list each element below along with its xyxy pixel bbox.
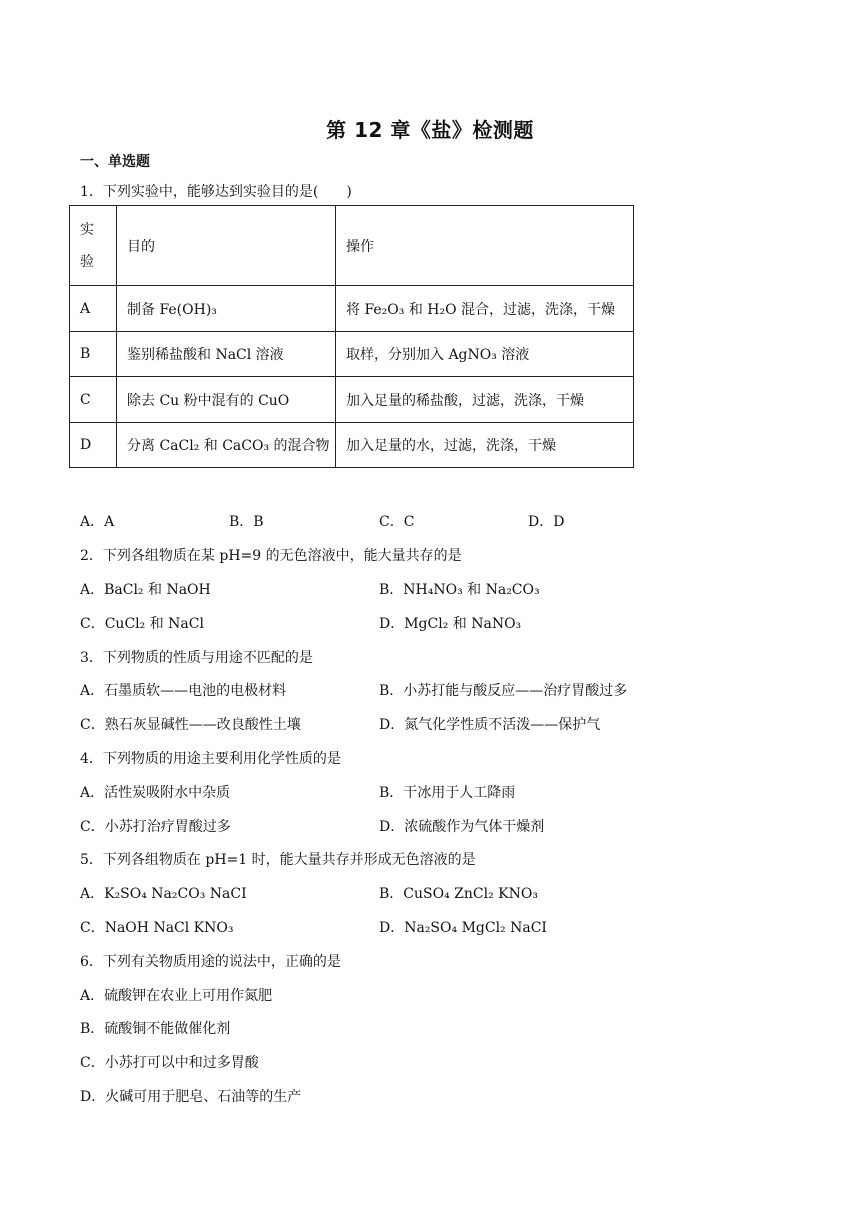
question-6-stem: 6．下列有关物质用途的说法中，正确的是 xyxy=(80,954,341,970)
q4-option-a: A．活性炭吸附水中杂质 xyxy=(80,785,231,801)
header-experiment xyxy=(70,206,117,286)
row-label: A xyxy=(70,286,117,332)
header-purpose: 目的 xyxy=(117,206,336,286)
section-heading: 一、单选题 xyxy=(80,154,150,170)
q2-option-d: D．MgCl₂ 和 NaNO₃ xyxy=(379,616,522,632)
q2-option-a: A．BaCl₂ 和 NaOH xyxy=(80,582,211,598)
q6-option-c: C．小苏打可以中和过多胃酸 xyxy=(80,1055,259,1071)
q6-option-b: B．硫酸铜不能做催化剂 xyxy=(80,1021,231,1037)
q4-option-d: D．浓硫酸作为气体干燥剂 xyxy=(379,819,545,835)
row-operation: 将 Fe₂O₃ 和 H₂O 混合，过滤，洗涤，干燥 xyxy=(336,286,634,332)
q1-option-d: D．D xyxy=(528,514,565,530)
row-operation: 加入足量的水，过滤，洗涤，干燥 xyxy=(336,423,634,468)
row-label: B xyxy=(70,332,117,377)
question-4-stem: 4．下列物质的用途主要利用化学性质的是 xyxy=(80,751,341,767)
question-5-stem: 5．下列各组物质在 pH=1 时，能大量共存并形成无色溶液的是 xyxy=(80,852,476,868)
row-purpose: 除去 Cu 粉中混有的 CuO xyxy=(117,377,336,423)
q3-option-c: C．熟石灰显碱性——改良酸性土壤 xyxy=(80,717,301,733)
q1-option-c: C．C xyxy=(379,514,415,530)
header-operation: 操作 xyxy=(336,206,634,286)
q2-option-b: B．NH₄NO₃ 和 Na₂CO₃ xyxy=(379,582,540,598)
table-row xyxy=(70,423,634,468)
row-operation: 加入足量的稀盐酸，过滤，洗涤，干燥 xyxy=(336,377,634,423)
question-2-stem: 2．下列各组物质在某 pH=9 的无色溶液中，能大量共存的是 xyxy=(80,548,462,564)
q3-option-b: B．小苏打能与酸反应——治疗胃酸过多 xyxy=(379,683,628,699)
row-purpose: 分离 CaCl₂ 和 CaCO₃ 的混合物 xyxy=(117,423,336,468)
q5-option-d: D．Na₂SO₄ MgCl₂ NaCI xyxy=(379,920,547,936)
q5-option-a: A．K₂SO₄ Na₂CO₃ NaCI xyxy=(80,886,247,902)
question-3-stem: 3．下列物质的性质与用途不匹配的是 xyxy=(80,650,313,666)
q3-option-d: D．氮气化学性质不活泼——保护气 xyxy=(379,717,601,733)
q2-option-c: C．CuCl₂ 和 NaCl xyxy=(80,616,204,632)
experiment-table xyxy=(69,205,634,468)
q5-option-b: B．CuSO₄ ZnCl₂ KNO₃ xyxy=(379,886,538,902)
row-label: C xyxy=(70,377,117,423)
q6-option-d: D．火碱可用于肥皂、石油等的生产 xyxy=(80,1089,302,1105)
q1-option-a: A．A xyxy=(80,514,115,530)
page-title: 第 12 章《盐》检测题 xyxy=(326,118,534,142)
row-purpose: 鉴别稀盐酸和 NaCl 溶液 xyxy=(117,332,336,377)
table-row xyxy=(70,286,634,332)
row-operation: 取样，分别加入 AgNO₃ 溶液 xyxy=(336,332,634,377)
row-purpose: 制备 Fe(OH)₃ xyxy=(117,286,336,332)
q4-option-b: B．干冰用于人工降雨 xyxy=(379,785,516,801)
header-experiment-line2: 验 xyxy=(80,253,94,270)
header-experiment-line1: 实 xyxy=(80,221,94,238)
q6-option-a: A．硫酸钾在农业上可用作氮肥 xyxy=(80,988,273,1004)
q3-option-a: A．石墨质软——电池的电极材料 xyxy=(80,683,287,699)
table-row xyxy=(70,377,634,423)
q4-option-c: C．小苏打治疗胃酸过多 xyxy=(80,819,231,835)
question-1-stem: 1．下列实验中，能够达到实验目的是( ) xyxy=(80,184,352,200)
q1-option-b: B．B xyxy=(229,514,264,530)
table-header-row xyxy=(70,206,634,286)
q5-option-c: C．NaOH NaCl KNO₃ xyxy=(80,920,234,936)
row-label: D xyxy=(70,423,117,468)
table-row xyxy=(70,332,634,377)
